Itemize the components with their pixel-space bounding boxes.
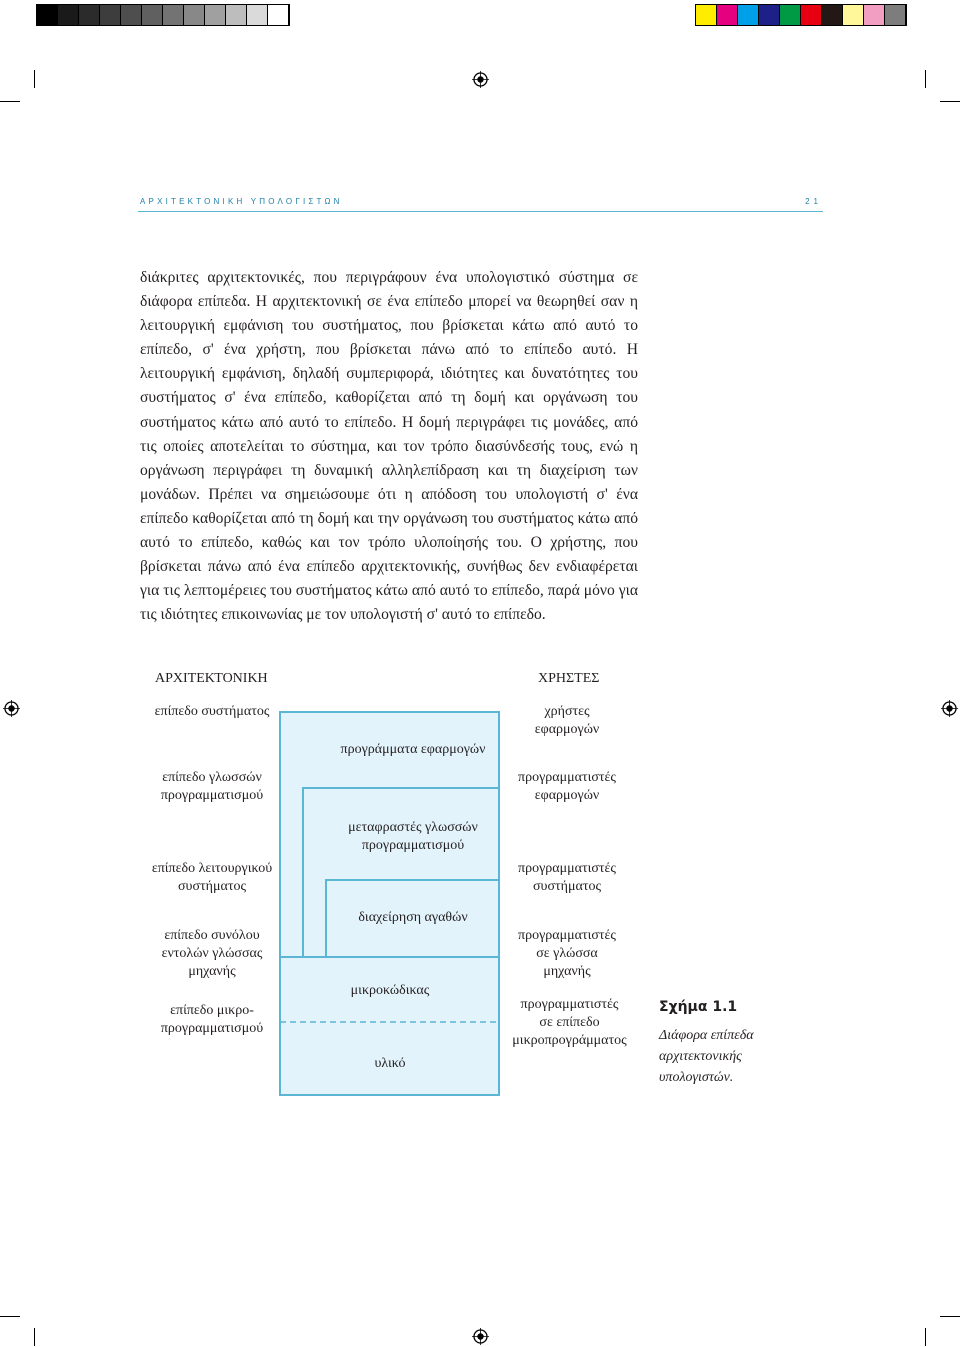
level-label-languages: επίπεδο γλωσσών προγραμματισμού bbox=[160, 770, 264, 803]
level-label-os: επίπεδο λειτουργικού συστήματος bbox=[151, 861, 273, 894]
box-label-compilers: μεταφραστές γλωσσών προγραμματισμού bbox=[348, 820, 478, 853]
figure-caption-text: Διάφορα επίπεδα αρχιτεκτονικής υπολογιστών. bbox=[659, 1028, 754, 1085]
user-label-system-programmers: προγραμματιστές συστήματος bbox=[518, 861, 616, 894]
box-label-microcode: μικροκώδικας bbox=[350, 983, 430, 998]
box-label-applications: προγράμματα εφαρμογών bbox=[340, 742, 486, 757]
figure-caption-title: Σχήμα 1.1 bbox=[659, 999, 738, 1015]
level-label-microprogramming: επίπεδο μικρο- προγραμματισμού bbox=[160, 1003, 264, 1036]
body-paragraph: διάκριτες αρχιτεκτονικές, που περιγράφουν ένα υπολογιστικό σύστημα σε διάφορα επίπεδα. Η αρχιτεκτονική σε ένα επίπεδο μπορεί να θεωρηθεί σαν η λειτουργική εμφάνιση του συστήματος, που βρίσκεται κάτω από αυτό το επίπεδο, σ' ένα χρήστη, που βρίσκεται πάνω από το επίπεδο αυτό. Η λειτουργική εμφάνιση, δηλαδή συμπεριφορά, ιδιότητες και δυνατότητες του συστήματος σ' ένα επίπεδο, καθορίζεται από τη δομή και οργάνωση του συστήματος κάτω από αυτό το επίπεδο. Η δομή περιγράφει τις μονάδες, από τις οποίες αποτελείται το σύστημα, και τον τρόπο διασύνδεσής τους, ενώ η οργάνωση περιγράφει τη δυναμική αλληλεπίδραση και τη διαχείριση των μονάδων. Πρέπει να σημειώσουμε ότι η απόδοση του υπολογιστή σ' ένα επίπεδο καθορίζεται από τη δομή και την οργάνωση του συστήματος κάτω από αυτό το επίπεδο, καθώς και τον τρόπο υλοποίησής του. Ο χρήστης, που βρίσκεται πάνω από ένα επίπεδο αρχιτεκτονικής, συνήθως δεν ενδιαφέρεται για τις λεπτομέρειες του συστήματος κάτω από αυτό το επίπεδο, παρά μόνο για τις ιδιότητες επικοινωνίας με τον υπολογιστή σ' αυτό το επίπεδο. bbox=[140, 269, 638, 624]
user-label-app-users: χρήστες εφαρμογών bbox=[534, 704, 600, 737]
box-label-resource-management: διαχείρηση αγαθών bbox=[358, 910, 468, 925]
box-label-hardware: υλικό bbox=[374, 1056, 406, 1071]
page-number: 21 bbox=[805, 197, 822, 206]
level-label-isa: επίπεδο συνόλου εντολών γλώσσας μηχανής bbox=[161, 928, 263, 979]
figure-right-heading: ΧΡΗΣΤΕΣ bbox=[538, 671, 600, 686]
level-label-system: επίπεδο συστήματος bbox=[154, 704, 270, 719]
user-label-microprogrammers: προγραμματιστές σε επίπεδο μικροπρογράμματος bbox=[512, 997, 627, 1048]
running-header-title: ΑΡΧΙΤΕΚΤΟΝΙΚΗ ΥΠΟΛΟΓΙΣΤΩΝ bbox=[140, 197, 343, 206]
figure-left-heading: ΑΡΧΙΤΕΚΤΟΝΙΚΗ bbox=[155, 671, 268, 686]
user-label-machine-programmers: προγραμματιστές σε γλώσσα μηχανής bbox=[518, 928, 616, 979]
user-label-app-programmers: προγραμματιστές εφαρμογών bbox=[518, 770, 616, 803]
